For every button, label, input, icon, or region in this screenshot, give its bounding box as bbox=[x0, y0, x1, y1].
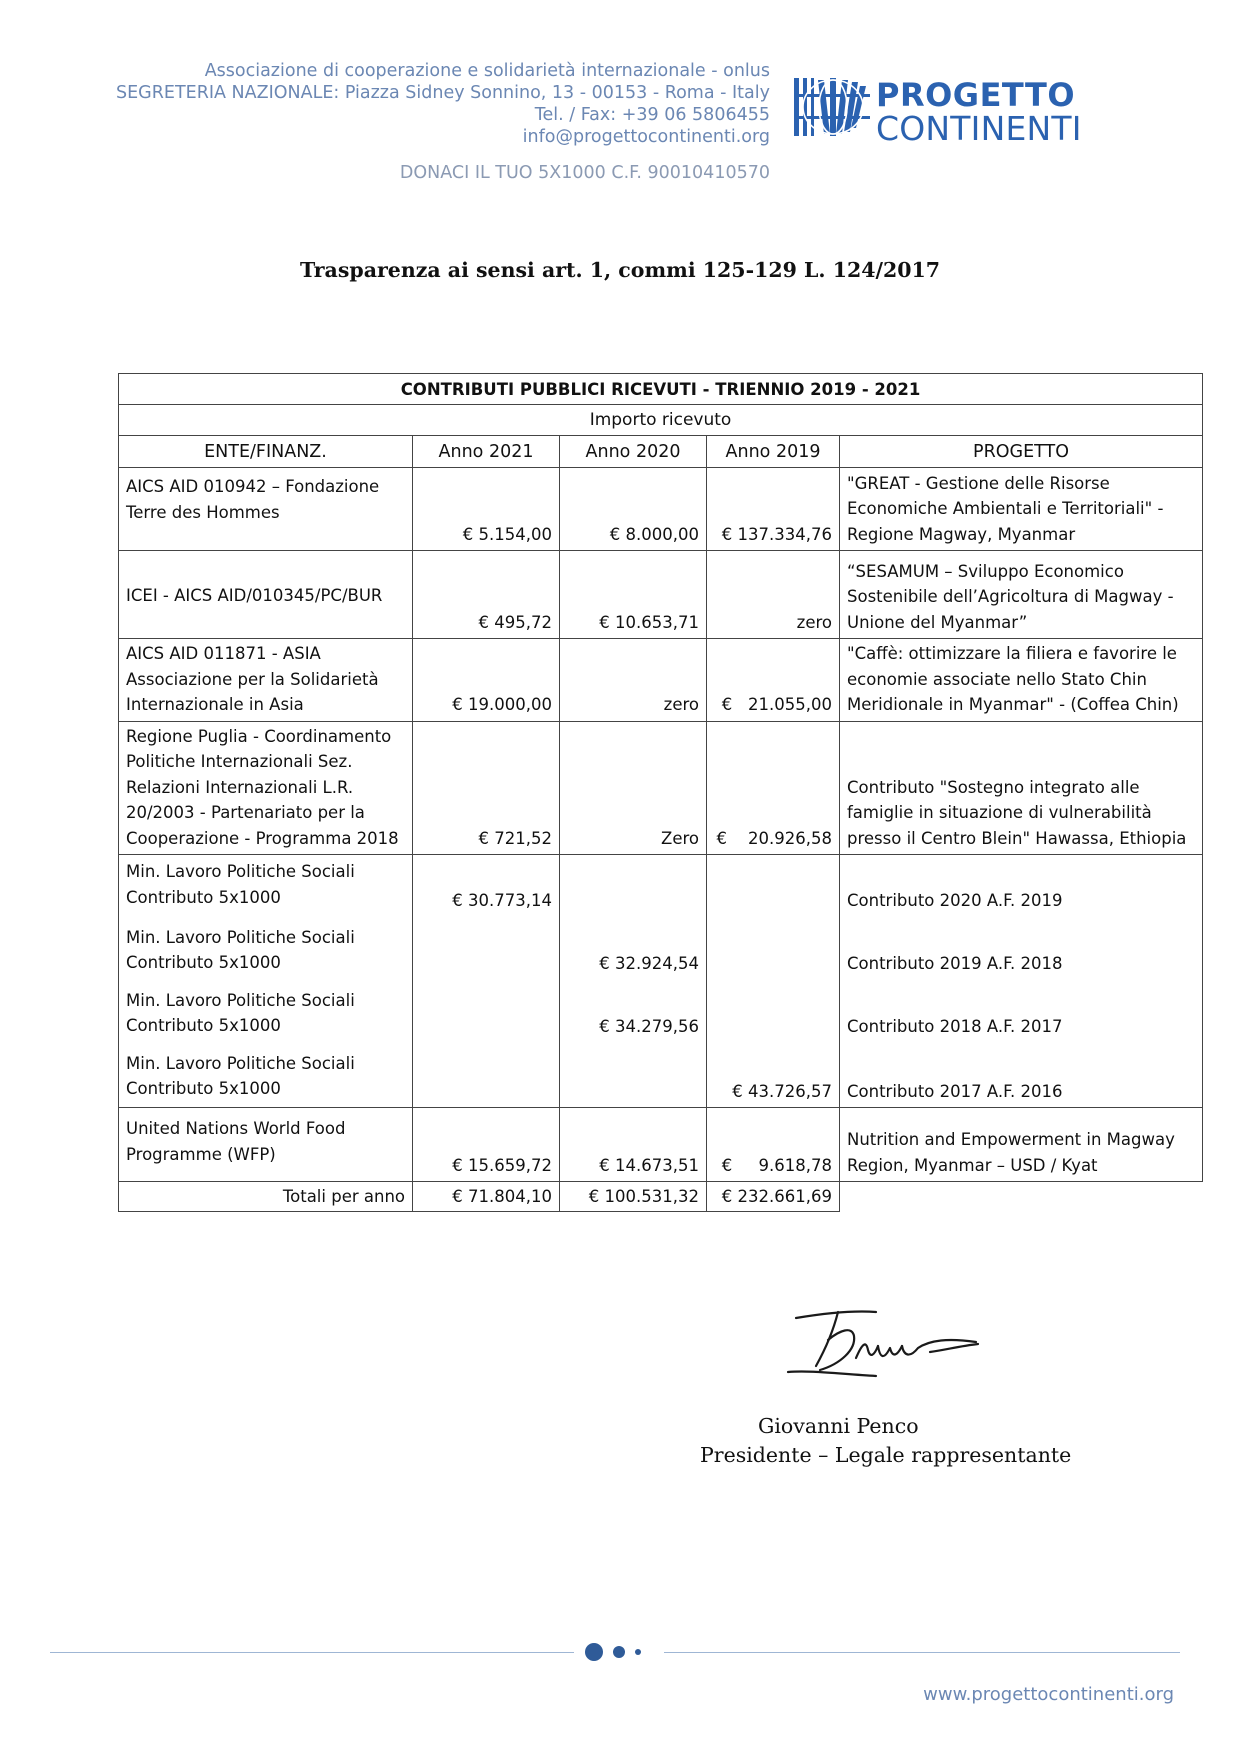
cell-progetto: Contributo 2020 A.F. 2019 bbox=[840, 855, 1203, 917]
table-row bbox=[119, 551, 1203, 639]
cell-amount-2019: zero bbox=[707, 551, 840, 639]
logo-wordmark bbox=[876, 78, 1082, 146]
cell-amount-2019 bbox=[707, 980, 840, 1043]
cell-amount-2021 bbox=[413, 980, 560, 1043]
org-description: Associazione di cooperazione e solidarietà internazionale - onlus bbox=[204, 61, 770, 81]
cell-ente: ICEI - AICS AID/010345/PC/BUR bbox=[119, 551, 413, 639]
cell-amount-2020: zero bbox=[560, 639, 707, 722]
table-row bbox=[119, 855, 1203, 917]
cell-amount-2021: € 495,72 bbox=[413, 551, 560, 639]
document-title: Trasparenza ai sensi art. 1, commi 125-129 L. 124/2017 bbox=[299, 258, 941, 282]
signature-block bbox=[700, 1412, 1120, 1470]
signer-role: Presidente – Legale rappresentante bbox=[700, 1443, 1072, 1467]
total-2021: € 71.804,10 bbox=[413, 1182, 560, 1212]
cell-amount-2020: € 32.924,54 bbox=[560, 917, 707, 980]
cell-amount-2021 bbox=[413, 917, 560, 980]
progetto-continenti-logo bbox=[794, 76, 1114, 152]
table-row bbox=[119, 639, 1203, 722]
logo-line-continenti: CONTINENTI bbox=[876, 109, 1082, 148]
cell-ente: Min. Lavoro Politiche Sociali Contributo 5x1000 bbox=[119, 980, 413, 1043]
total-2020: € 100.531,32 bbox=[560, 1182, 707, 1212]
table-caption: CONTRIBUTI PUBBLICI RICEVUTI - TRIENNIO 2019 - 2021 bbox=[119, 374, 1203, 405]
globe-logo-icon bbox=[794, 76, 872, 138]
column-header-progetto: PROGETTO bbox=[840, 436, 1203, 468]
footer-dots-icon bbox=[574, 1641, 664, 1663]
cell-progetto: Contributo 2018 A.F. 2017 bbox=[840, 980, 1203, 1043]
footer-website: www.progettocontinenti.org bbox=[923, 1684, 1174, 1705]
cell-amount-2019 bbox=[707, 855, 840, 917]
table-row bbox=[119, 917, 1203, 980]
cell-amount-2020 bbox=[560, 1043, 707, 1108]
cell-amount-2019: € 20.926,58 bbox=[707, 721, 840, 855]
donation-note: DONACI IL TUO 5X1000 C.F. 90010410570 bbox=[399, 163, 770, 183]
cell-amount-2019: € 21.055,00 bbox=[707, 639, 840, 722]
column-header-anno-2020: Anno 2020 bbox=[560, 436, 707, 468]
cell-ente: AICS AID 010942 – Fondazione Terre des Hommes bbox=[119, 468, 413, 551]
cell-ente: Regione Puglia - Coordinamento Politiche Internazionali Sez. Relazioni Internazionali L.R. 20/2003 - Partenariato per la Cooperazione - Programma 2018 bbox=[119, 721, 413, 855]
cell-progetto: Nutrition and Empowerment in Magway Region, Myanmar – USD / Kyat bbox=[840, 1108, 1203, 1182]
contributions-table bbox=[118, 373, 1203, 1212]
cell-ente: AICS AID 011871 - ASIA Associazione per la Solidarietà Internazionale in Asia bbox=[119, 639, 413, 722]
letterhead bbox=[0, 0, 1240, 200]
cell-ente: Min. Lavoro Politiche Sociali Contributo 5x1000 bbox=[119, 1043, 413, 1108]
table-row bbox=[119, 721, 1203, 855]
cell-amount-2020 bbox=[560, 855, 707, 917]
totals-empty-cell bbox=[840, 1182, 1203, 1212]
column-header-ente: ENTE/FINANZ. bbox=[119, 436, 413, 468]
logo-line-progetto: PROGETTO bbox=[876, 76, 1076, 114]
cell-progetto: Contributo 2019 A.F. 2018 bbox=[840, 917, 1203, 980]
cell-amount-2020: € 10.653,71 bbox=[560, 551, 707, 639]
cell-amount-2020: € 14.673,51 bbox=[560, 1108, 707, 1182]
table-row bbox=[119, 1108, 1203, 1182]
cell-amount-2021: € 5.154,00 bbox=[413, 468, 560, 551]
cell-ente: Min. Lavoro Politiche Sociali Contributo 5x1000 bbox=[119, 855, 413, 917]
cell-progetto: "Caffè: ottimizzare la filiera e favorire le economie associate nello Stato Chin Meridionale in Myanmar" - (Coffea Chin) bbox=[840, 639, 1203, 722]
cell-amount-2020: Zero bbox=[560, 721, 707, 855]
cell-progetto: Contributo "Sostegno integrato alle famiglie in situazione di vulnerabilità presso il Centro Blein" Hawassa, Ethiopia bbox=[840, 721, 1203, 855]
column-header-anno-2019: Anno 2019 bbox=[707, 436, 840, 468]
cell-amount-2019 bbox=[707, 917, 840, 980]
total-2019: € 232.661,69 bbox=[707, 1182, 840, 1212]
cell-amount-2020: € 8.000,00 bbox=[560, 468, 707, 551]
signer-name: Giovanni Penco bbox=[758, 1414, 919, 1438]
cell-amount-2019: € 9.618,78 bbox=[707, 1108, 840, 1182]
cell-ente: Min. Lavoro Politiche Sociali Contributo 5x1000 bbox=[119, 917, 413, 980]
cell-progetto: Contributo 2017 A.F. 2016 bbox=[840, 1043, 1203, 1108]
org-address: SEGRETERIA NAZIONALE: Piazza Sidney Sonnino, 13 - 00153 - Roma - Italy bbox=[116, 83, 770, 103]
table-subcaption: Importo ricevuto bbox=[119, 405, 1203, 436]
totals-row bbox=[119, 1182, 1203, 1212]
table-row bbox=[119, 980, 1203, 1043]
cell-progetto: “SESAMUM – Sviluppo Economico Sostenibile dell’Agricoltura di Magway - Unione del Myanmar” bbox=[840, 551, 1203, 639]
cell-progetto: "GREAT - Gestione delle Risorse Economiche Ambientali e Territoriali" - Regione Magway, Myanmar bbox=[840, 468, 1203, 551]
org-info bbox=[116, 60, 770, 184]
table-row bbox=[119, 1043, 1203, 1108]
cell-amount-2019: € 43.726,57 bbox=[707, 1043, 840, 1108]
cell-amount-2020: € 34.279,56 bbox=[560, 980, 707, 1043]
org-phone: Tel. / Fax: +39 06 5806455 bbox=[534, 105, 770, 125]
table-row bbox=[119, 468, 1203, 551]
cell-amount-2021: € 19.000,00 bbox=[413, 639, 560, 722]
handwritten-signature bbox=[780, 1300, 1000, 1390]
org-email: info@progettocontinenti.org bbox=[522, 127, 770, 147]
cell-ente: United Nations World Food Programme (WFP) bbox=[119, 1108, 413, 1182]
cell-amount-2021: € 30.773,14 bbox=[413, 855, 560, 917]
totals-label: Totali per anno bbox=[119, 1182, 413, 1212]
cell-amount-2021: € 721,52 bbox=[413, 721, 560, 855]
cell-amount-2019: € 137.334,76 bbox=[707, 468, 840, 551]
cell-amount-2021 bbox=[413, 1043, 560, 1108]
column-header-anno-2021: Anno 2021 bbox=[413, 436, 560, 468]
cell-amount-2021: € 15.659,72 bbox=[413, 1108, 560, 1182]
